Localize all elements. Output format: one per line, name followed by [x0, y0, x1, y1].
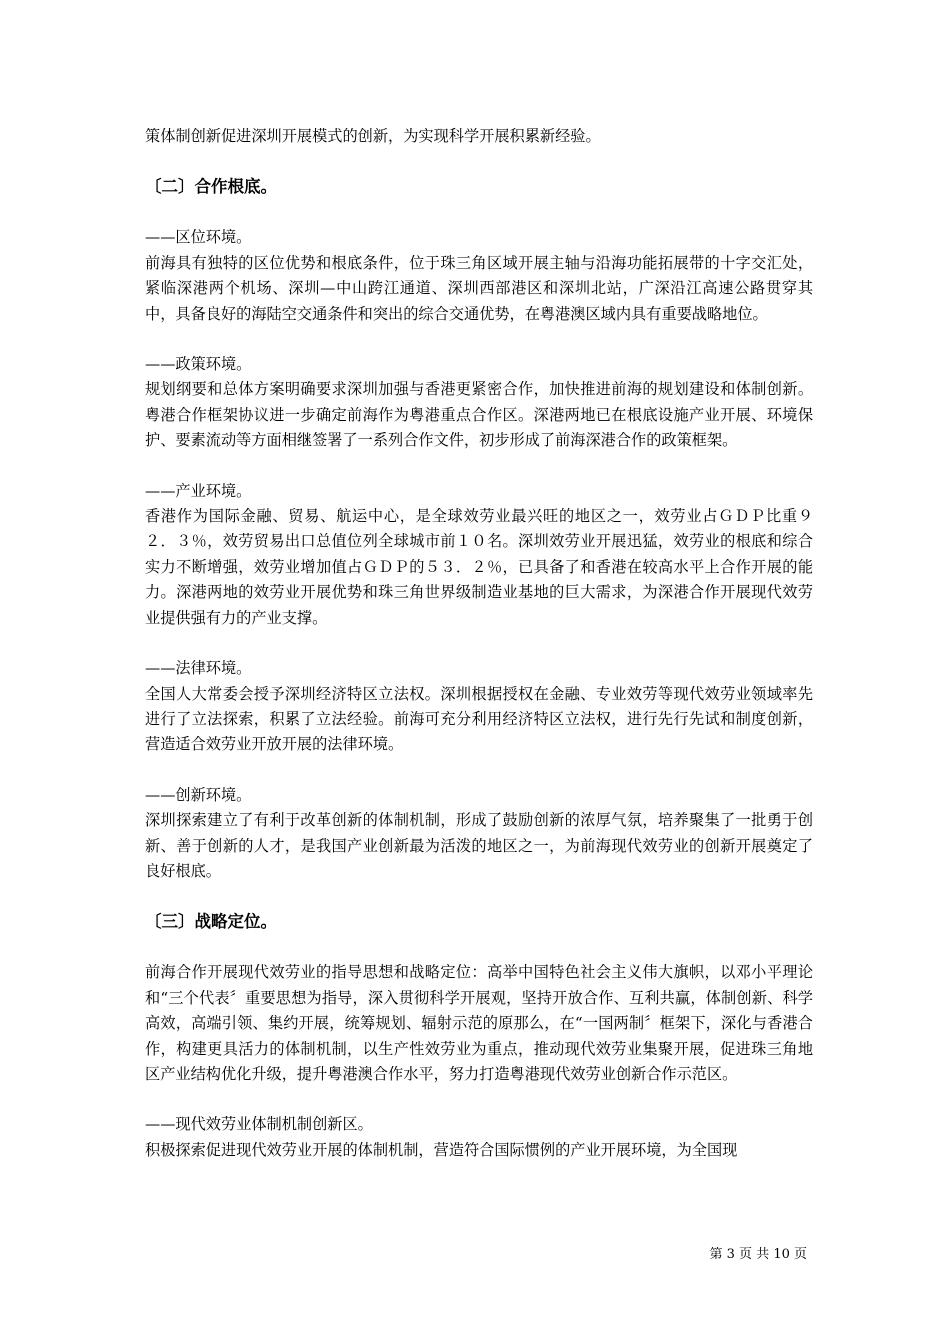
section3-heading: 〔三〕战略定位。 — [145, 912, 277, 932]
spacer — [145, 884, 813, 909]
spacer — [145, 149, 813, 174]
spacer — [145, 934, 813, 960]
section2-item-text: 前海具有独特的区位优势和根底条件，位于珠三角区域开展主轴与沿海功能拓展带的十字交汇处，紧临深港两个机场、深圳—中山跨江通道、深圳西部港区和深圳北站，广深沿江高速公路贯穿其中，具备良好的海陆空交通条件和突出的综合交通优势，在粤港澳区域内具有重要战略地位。 — [145, 253, 813, 323]
document-body — [145, 124, 813, 1163]
intro-tail-paragraph: 策体制创新促进深圳开展模式的创新，为实现科学开展积累新经验。 — [145, 127, 601, 145]
page-number-footer: 第 3 页 共 10 页 — [709, 1247, 807, 1262]
section2-item-title: ——产业环境。 — [145, 481, 252, 500]
spacer — [145, 199, 813, 225]
section2-item-title: ——创新环境。 — [145, 785, 252, 804]
spacer — [145, 631, 813, 656]
spacer — [145, 758, 813, 783]
section2-item-text: 全国人大常委会授予深圳经济特区立法权。深圳根据授权在金融、专业效劳等现代效劳业领域率先进行了立法探索，积累了立法经验。前海可充分利用经济特区立法权，进行先行先试和制度创新，营造适合效劳业开放开展的法律环境。 — [145, 684, 813, 754]
section2-item-text: 深圳探索建立了有利于改革创新的体制机制，形成了鼓励创新的浓厚气氛，培养聚集了一批勇于创新、善于创新的人才，是我国产业创新最为活泼的地区之一，为前海现代效劳业的创新开展奠定了良好根底。 — [145, 811, 813, 880]
section2-item-text: 规划纲要和总体方案明确要求深圳加强与香港更紧密合作，加快推进前海的规划建设和体制创新。粤港合作框架协议进一步确定前海作为粤港重点合作区。深港两地已在根底设施产业开展、环境保护、要素流动等方面相继签署了一系列合作文件，初步形成了前海深港合作的政策框架。 — [145, 380, 813, 450]
section2-item-title: ——政策环境。 — [145, 355, 252, 374]
spacer — [145, 454, 813, 479]
section2-item-title: ——法律环境。 — [145, 659, 252, 678]
section2-item-title: ——区位环境。 — [145, 228, 252, 247]
spacer — [145, 1087, 813, 1112]
section3-intro-paragraph: 前海合作开展现代效劳业的指导思想和战略定位：高举中国特色社会主义伟大旗帜，以邓小平理论和“三个代表〞重要思想为指导，深入贯彻科学开展观，坚持开放合作、互利共赢，体制创新、科学高效，高端引领、集约开展，统筹规划、辐射示范的原那么，在“一国两制〞框架下，深化与香港合作，构建更具活力的体制机制，以生产性效劳业为重点，推动现代效劳业集聚开展，促进珠三角地区产业结构优化升级，提升粤港澳合作水平，努力打造粤港现代效劳业创新合作示范区。 — [145, 963, 813, 1083]
section2-heading: 〔二〕合作根底。 — [145, 177, 277, 197]
section3-item-text: 积极探索促进现代效劳业开展的体制机制，营造符合国际惯例的产业开展环境，为全国现 — [145, 1140, 738, 1159]
section2-item-text: 香港作为国际金融、贸易、航运中心，是全球效劳业最兴旺的地区之一，效劳业占ＧＤＰ比重９２．３％，效劳贸易出口总值位列全球城市前１０名。深圳效劳业开展迅猛，效劳业的根底和综合实力不断增强，效劳业增加值占ＧＤＰ的５３．２％，已具备了和香港在较高水平上合作开展的能力。深港两地的效劳业开展优势和珠三角世界级制造业基地的巨大需求，为深港合作开展现代效劳业提供强有力的产业支撑。 — [145, 507, 813, 627]
section3-item-title: ——现代效劳业体制机制创新区。 — [145, 1115, 373, 1134]
spacer — [145, 327, 813, 352]
